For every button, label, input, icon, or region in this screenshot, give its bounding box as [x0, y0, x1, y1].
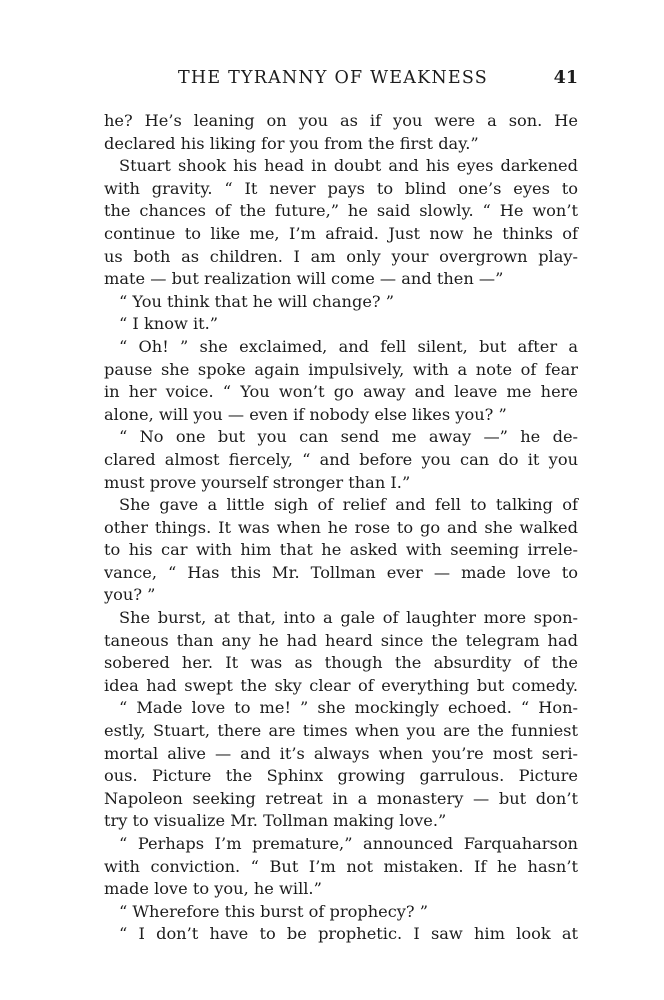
text-line: continue to like me, I’m afraid. Just now he thinks of	[104, 223, 578, 243]
text-line: clared almost fiercely, “ and before you can do it you	[104, 449, 578, 469]
text-line: pause she spoke again impulsively, with a note of fear	[104, 359, 578, 379]
text-line: made love to you, he will.”	[104, 879, 322, 899]
text-line: “ No one but you can send me away —” he de-	[119, 427, 578, 447]
text-line: with gravity. “ It never pays to blind one’s eyes to	[104, 178, 578, 198]
text-line: us both as children. I am only your overgrown play-	[104, 246, 578, 266]
text-line: must prove yourself stronger than I.”	[104, 472, 411, 492]
text-line: try to visualize Mr. Tollman making love.”	[104, 811, 447, 831]
text-line: he? He’s leaning on you as if you were a son. He	[104, 111, 578, 130]
text-line: idea had swept the sky clear of everything but comedy.	[104, 675, 578, 695]
page-number: 41	[553, 68, 578, 88]
text-line: Stuart shook his head in doubt and his eyes darkened	[119, 156, 578, 176]
text-line: other things. It was when he rose to go and she walked	[104, 517, 578, 537]
text-line: with conviction. “ But I’m not mistaken. If he hasn’t	[104, 856, 578, 876]
text-line: the chances of the future,” he said slowly. “ He won’t	[104, 201, 578, 221]
text-line: “ Oh! ” she exclaimed, and fell silent, but after a	[119, 336, 578, 356]
running-title: THE TYRANNY OF WEAKNESS	[178, 68, 488, 88]
text-line: She gave a little sigh of relief and fell to talking of	[119, 495, 578, 515]
text-line: in her voice. “ You won’t go away and leave me here	[104, 382, 578, 402]
text-line: “ Perhaps I’m premature,” announced Farquaharson	[119, 834, 578, 853]
text-line: “ You think that he will change? ”	[119, 291, 395, 311]
text-line: declared his liking for you from the first day.”	[104, 133, 479, 153]
text-line: “ Wherefore this burst of prophecy? ”	[119, 901, 429, 921]
text-line: alone, will you — even if nobody else likes you? ”	[104, 404, 507, 424]
text-line: estly, Stuart, there are times when you are the funniest	[104, 721, 578, 741]
text-line: mortal alive — and it’s always when you’re most seri-	[104, 743, 578, 763]
text-line: to his car with him that he asked with seeming irrele-	[104, 540, 578, 560]
text-line: Napoleon seeking retreat in a monastery — but don’t	[104, 788, 578, 808]
text-line: you? ”	[104, 585, 156, 605]
text-line: vance, “ Has this Mr. Tollman ever — made love to	[104, 562, 578, 582]
text-line: “ I know it.”	[119, 314, 219, 334]
text-line: “ Made love to me! ” she mockingly echoed. “ Hon-	[119, 698, 578, 718]
text-line: ous. Picture the Sphinx growing garrulous. Picture	[104, 766, 578, 786]
text-line: mate — but realization will come — and then —”	[104, 269, 504, 289]
text-line: She burst, at that, into a gale of laughter more spon-	[119, 608, 578, 628]
text-line: sobered her. It was as though the absurdity of the	[104, 653, 578, 673]
text-line: taneous than any he had heard since the telegram had	[104, 630, 578, 650]
page-header	[104, 68, 578, 94]
text-line: “ I don’t have to be prophetic. I saw him look at	[119, 924, 578, 944]
body-text	[104, 110, 578, 946]
